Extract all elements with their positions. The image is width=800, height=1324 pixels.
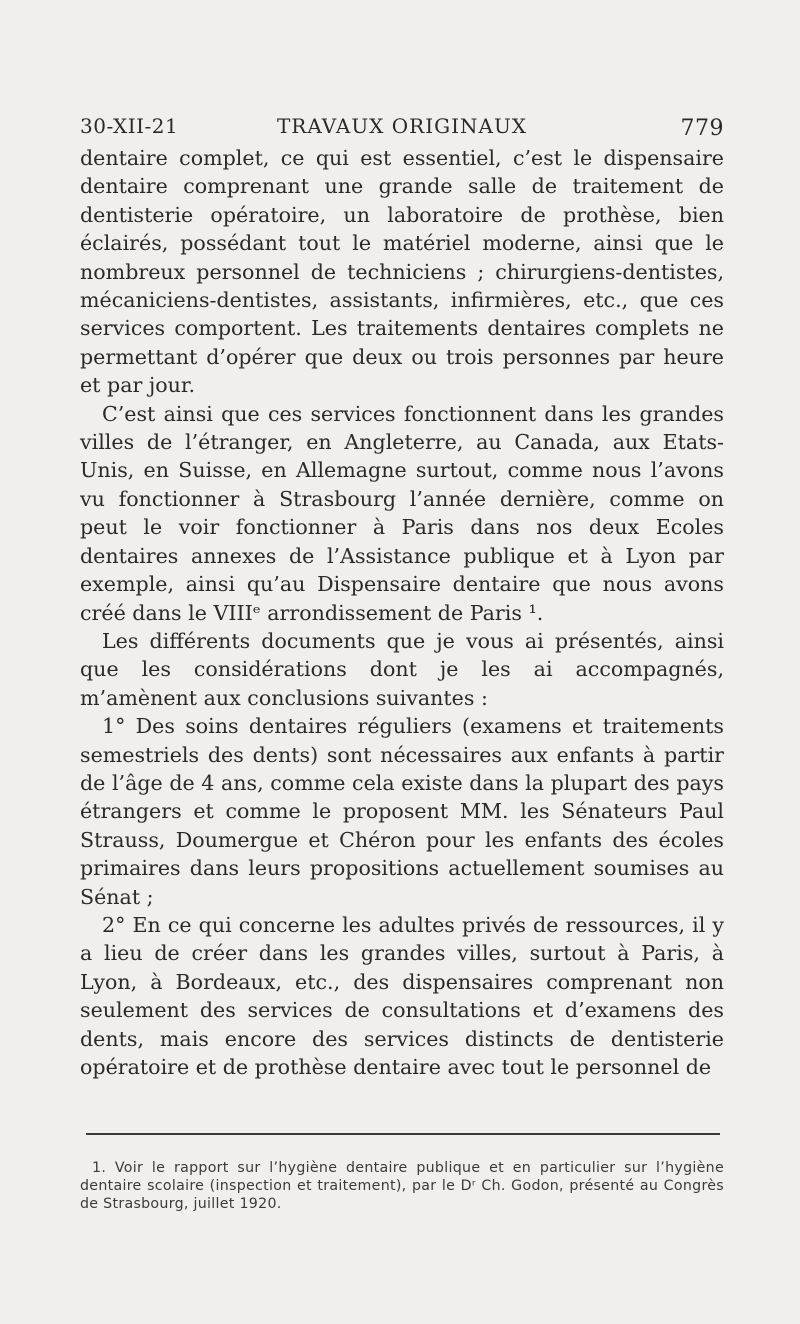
paragraph-1: dentaire complet, ce qui est essentiel, c’est le dispensaire dentaire comprenant une grande salle de traitement de dentisterie opératoire, un laboratoire de prothèse, bien éclairés, possédant tout le matériel moderne, ainsi que le nombreux personnel de techniciens ; chirurgiens-dentistes, mécaniciens-dentistes, assistants, infirmières, etc., que ces services comportent. Les traitements dentaires complets ne permettant d’opérer que deux ou trois personnes par heure et par jour.	[80, 146, 724, 398]
paragraph-5: 2° En ce qui concerne les adultes privés de ressources, il y a lieu de créer dans les grandes villes, surtout à Paris, à Lyon, à Bordeaux, etc., des dispensaires comprenant non seulement des services de consultations et d’examens des dents, mais encore des services distincts de dentisterie opératoire et de prothèse dentaire avec tout le personnel de	[80, 912, 724, 1079]
paragraph-3: Les différents documents que je vous ai présentés, ainsi que les considérations dont je les ai accompagnés, m’amènent aux conclusions suivantes :	[80, 628, 724, 710]
paragraph-4: 1° Des soins dentaires réguliers (examens et traitements semestriels des dents) sont nécessaires aux enfants à partir de l’âge de 4 ans, comme cela existe dans la plupart des pays étrangers et comme le proposent MM. les Sénateurs Paul Strauss, Doumergue et Chéron pour les enfants des écoles primaires dans leurs propositions actuellement soumises au Sénat ;	[80, 714, 724, 909]
footnote-rule	[86, 1133, 720, 1135]
footnote-text: 1. Voir le rapport sur l’hygiène dentaire publique et en particulier sur l’hygiène dentaire scolaire (inspection et traitement), par le Dʳ Ch. Godon, présenté au Congrès de Strasbourg, juillet 1920.	[80, 1160, 724, 1212]
body-text	[80, 144, 724, 1081]
page-number: 779	[680, 116, 724, 141]
header-date: 30-XII-21	[80, 114, 179, 138]
running-header	[80, 114, 724, 144]
footnote	[80, 1159, 724, 1213]
header-title: TRAVAUX ORIGINAUX	[276, 114, 528, 138]
paragraph-2: C’est ainsi que ces services fonctionnent dans les grandes villes de l’étranger, en Angleterre, au Canada, aux Etats-Unis, en Suisse, en Allemagne surtout, comme nous l’avons vu fonctionner à Strasbourg l’année dernière, comme on peut le voir fonctionner à Paris dans nos deux Ecoles dentaires annexes de l’Assistance publique et à Lyon par exemple, ainsi qu’au Dispensaire dentaire que nous avons créé dans le VIIIᵉ arrondissement de Paris ¹.	[80, 401, 724, 625]
